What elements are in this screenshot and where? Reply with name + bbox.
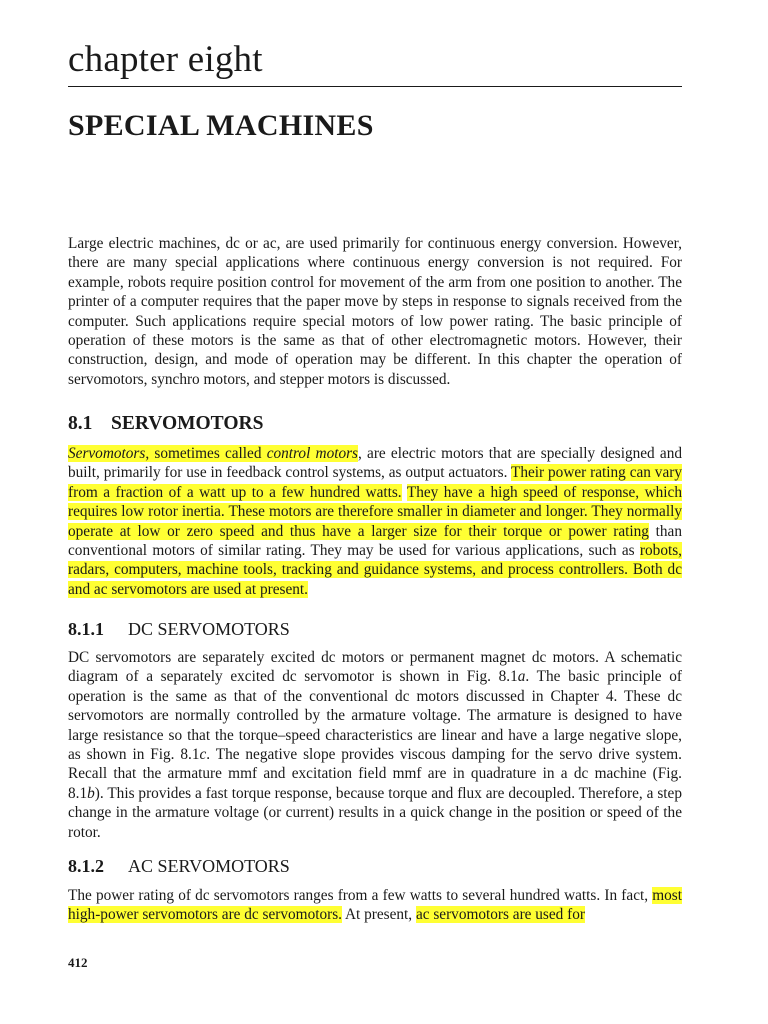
chapter-rule bbox=[68, 86, 682, 87]
figure-ref-letter: b bbox=[87, 784, 95, 802]
subsection-heading-8-1-1 bbox=[68, 617, 290, 641]
subsection-title: DC SERVOMOTORS bbox=[128, 619, 290, 639]
subsection-heading-8-1-2 bbox=[68, 854, 290, 878]
body-text: than conventional motors of similar rating. They may be used for various applications, such as bbox=[68, 522, 682, 560]
intro-paragraph: Large electric machines, dc or ac, are used primarily for continuous energy conversion. However, there are many special applications where continuous energy conversion is not required. For example, robots require position control for movement of the arm from one position to another. The printer of a computer requires that the paper move by steps in response to signals received from the computer. Such applications require special motors of low power rating. The basic principle of operation of these motors is the same as that of other electromagnetic motors. However, their construction, design, and mode of operation may be different. In this chapter the operation of servomotors, synchro motors, and stepper motors is discussed. bbox=[68, 235, 682, 388]
body-text: . The basic principle of operation is the same as that of the conventional dc motors discussed in Chapter 4. These dc servomotors are normally controlled by the armature voltage. The armature is designed to have large resistance so that the torque–speed characteristics are linear and have a large negative slope, as shown in Fig. 8.1 bbox=[68, 668, 682, 764]
body-text: ). This provides a fast torque response, because torque and flux are decoupled. Therefore, a step change in the armature voltage (or current) results in a quick change in the position or speed of the rotor. bbox=[68, 784, 682, 841]
chapter-label: chapter eight bbox=[68, 39, 263, 80]
highlight-text: , sometimes called bbox=[145, 445, 267, 462]
highlight-text: ac servomotors are used for bbox=[415, 906, 585, 924]
figure-ref-letter: c bbox=[199, 746, 207, 764]
highlight-term: Servomotors bbox=[68, 445, 146, 462]
page-number: 412 bbox=[68, 955, 88, 970]
ac-servomotors-paragraph bbox=[68, 886, 682, 925]
subsection-title: AC SERVOMOTORS bbox=[128, 856, 290, 876]
highlight-text: Their power rating can vary from a fraction of a watt up to a few hundred watts. bbox=[68, 464, 682, 501]
dc-servomotors-paragraph bbox=[68, 648, 682, 842]
section-number: 8.1 bbox=[68, 413, 93, 434]
subsection-number: 8.1.1 bbox=[68, 619, 104, 639]
subsection-number: 8.1.2 bbox=[68, 856, 104, 876]
body-text: DC servomotors are separately excited dc motors or permanent magnet dc motors. A schematic diagram of a separately excited dc servomotor is shown in Fig. 8.1 bbox=[68, 649, 682, 686]
highlight-text: robots, radars, computers, machine tools, tracking and guidance systems, and process controllers. Both dc and ac servomotors are used at present. bbox=[68, 542, 682, 598]
body-text: At present, bbox=[342, 906, 416, 924]
section-heading-8-1 bbox=[68, 411, 263, 437]
highlight-text: most high-power servomotors are dc servomotors. bbox=[68, 887, 682, 924]
figure-ref-letter: a bbox=[517, 668, 526, 686]
body-text: The power rating of dc servomotors ranges from a few watts to several hundred watts. In fact, bbox=[68, 887, 653, 904]
highlight-text: They have a high speed of response, which requires low rotor inertia. These motors are therefore smaller in diameter and longer. They normally operate at low or zero speed and thus have a larger size for their torque or power rating bbox=[68, 483, 682, 540]
chapter-title: SPECIAL MACHINES bbox=[68, 109, 374, 142]
servomotors-paragraph bbox=[68, 444, 682, 599]
section-title: SERVOMOTORS bbox=[111, 413, 264, 434]
body-text: , are electric motors that are specially designed and built, primarily for use in feedback control systems, as output actuators. bbox=[68, 445, 682, 482]
highlight-term: control motors bbox=[266, 445, 359, 462]
body-text: . The negative slope provides viscous damping for the servo drive system. Recall that the armature mmf and excitation field mmf are in quadrature in a dc machine (Fig. 8.1 bbox=[68, 746, 683, 802]
